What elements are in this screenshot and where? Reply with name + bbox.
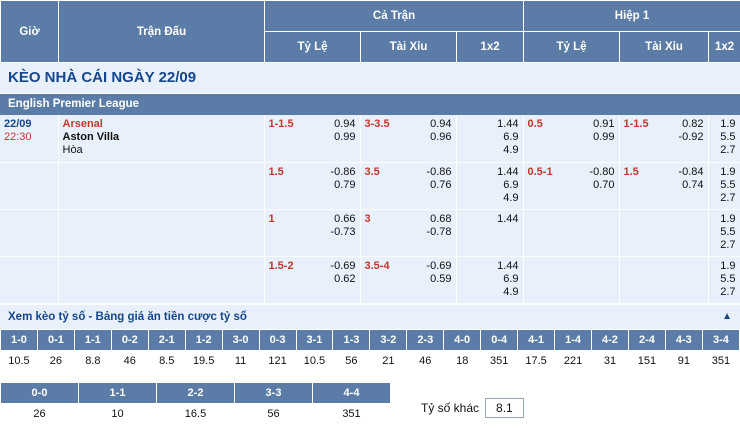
h1-overunder-cell[interactable] [619,209,708,256]
header-ft-handicap: Tỷ Lệ [265,32,361,63]
ft-1x2-home: 1.44 [497,165,519,178]
h1-handicap-line: 0.5-1 [527,165,553,178]
match-teams-cell-empty [58,256,264,303]
ft-1x2-away: 4.9 [503,144,519,156]
score-odds[interactable]: 11 [222,350,259,371]
h1-handicap-away-odds: 0.99 [593,131,615,143]
match-time-cell [0,115,58,162]
table-row[interactable] [0,162,740,209]
ft-ou-line: 3-3.5 [364,118,390,130]
odds-header-table [0,0,740,63]
score-label[interactable]: 3-0 [222,329,259,350]
header-ft-1x2: 1x2 [457,32,524,63]
score-label[interactable]: 4-4 [313,382,391,403]
score-odds[interactable]: 351 [702,350,739,371]
score-odds[interactable]: 10 [79,403,157,424]
ft-ou-over-odds: -0.86 [426,165,452,178]
score-label[interactable]: 0-3 [259,329,296,350]
score-odds[interactable]: 121 [259,350,296,371]
score-label[interactable]: 4-2 [592,329,629,350]
score-label[interactable]: 1-1 [79,382,157,403]
score-label[interactable]: 4-0 [444,329,481,350]
ft-1x2-home: 1.44 [497,259,519,272]
ft-overunder-cell[interactable] [360,115,456,162]
h1-1x2-away: 2.7 [720,238,736,251]
score-odds[interactable]: 19.5 [185,350,222,371]
score-odds[interactable]: 56 [333,350,370,371]
league-name: English Premier League [0,94,740,115]
header-h1-handicap: Tỷ Lệ [524,32,620,63]
ft-1x2-cell[interactable] [456,209,523,256]
ft-ou-under-odds: -0.78 [426,225,452,238]
ft-handicap-line: 1.5 [268,165,284,178]
h1-1x2-home: 1.9 [720,165,736,178]
h1-1x2-cell[interactable] [708,256,740,303]
score-label[interactable]: 3-4 [702,329,739,350]
ft-1x2-draw: 6.9 [503,272,519,285]
other-score-label: Tỷ số khác [421,400,480,415]
h1-1x2-draw: 5.5 [720,178,736,191]
match-teams-cell [58,115,264,162]
header-ft-overunder: Tài Xỉu [361,32,457,63]
score-odds[interactable]: 16.5 [157,403,235,424]
ft-ou-over-odds: 0.94 [430,118,452,130]
h1-1x2-cell[interactable] [708,209,740,256]
h1-1x2-draw: 5.5 [720,272,736,285]
score-odds[interactable]: 46 [111,350,148,371]
header-h1-1x2: 1x2 [709,32,740,63]
other-score-value[interactable]: 8.1 [485,398,524,418]
ft-ou-under-odds: 0.96 [430,131,452,143]
ft-handicap-away-odds: 0.99 [334,131,356,143]
score-label[interactable]: 0-1 [37,329,74,350]
ft-1x2-home: 1.44 [497,118,519,130]
h1-handicap-cell[interactable] [523,162,619,209]
h1-overunder-cell[interactable] [619,162,708,209]
h1-handicap-line: 0.5 [527,118,543,130]
ft-ou-line: 3.5 [364,165,380,178]
triangle-up-icon[interactable]: ▲ [722,311,732,322]
table-row [1,329,740,350]
score-label[interactable]: 3-2 [370,329,407,350]
match-time-cell-empty [0,256,58,303]
team-away[interactable]: Aston Villa [62,131,120,143]
ft-handicap-cell[interactable] [264,209,360,256]
ft-handicap-cell[interactable] [264,256,360,303]
other-score-group [421,398,524,418]
team-draw: Hòa [62,144,83,156]
score-label[interactable]: 4-3 [665,329,702,350]
ft-1x2-home: 1.44 [497,212,519,225]
correct-score-title: Xem kèo tỷ số - Bảng giá ăn tiền cược tỷ số [8,310,247,323]
header-h1-overunder: Tài Xỉu [620,32,709,63]
h1-ou-line: 1.5 [623,165,639,178]
ft-overunder-cell[interactable] [360,162,456,209]
team-home[interactable]: Arsenal [62,118,103,130]
h1-1x2-home: 1.9 [720,259,736,272]
h1-1x2-away: 2.7 [720,191,736,204]
score-label[interactable]: 4-1 [518,329,555,350]
header-match: Trận Đấu [59,1,265,63]
h1-handicap-cell[interactable] [523,209,619,256]
score-label[interactable]: 2-3 [407,329,444,350]
h1-1x2-away: 2.7 [720,285,736,298]
score-label[interactable]: 0-4 [481,329,518,350]
ft-handicap-away-odds: -0.73 [330,225,356,238]
h1-handicap-home-odds: 0.91 [593,118,615,130]
ft-handicap-cell[interactable] [264,162,360,209]
score-odds[interactable]: 351 [313,403,391,424]
score-odds[interactable]: 21 [370,350,407,371]
ft-overunder-cell[interactable] [360,256,456,303]
score-odds[interactable]: 351 [481,350,518,371]
score-odds[interactable]: 91 [665,350,702,371]
h1-handicap-away-odds: 0.70 [593,178,615,191]
ft-handicap-away-odds: 0.62 [334,272,356,285]
h1-1x2-cell[interactable] [708,162,740,209]
score-label[interactable]: 1-1 [74,329,111,350]
h1-ou-over-odds: -0.84 [678,165,704,178]
ft-handicap-line: 1-1.5 [268,118,294,130]
score-odds[interactable]: 10.5 [1,350,38,371]
ft-1x2-cell[interactable] [456,256,523,303]
h1-overunder-cell[interactable] [619,256,708,303]
score-label[interactable]: 1-2 [185,329,222,350]
score-odds[interactable]: 56 [235,403,313,424]
ft-ou-over-odds: 0.68 [430,212,452,225]
correct-score-footer [0,382,740,425]
ft-1x2-draw: 6.9 [503,131,519,143]
h1-handicap-cell[interactable] [523,256,619,303]
score-label[interactable]: 2-1 [148,329,185,350]
score-odds[interactable]: 26 [1,403,79,424]
table-row[interactable] [0,115,740,162]
h1-1x2-home: 1.9 [720,212,736,225]
score-odds[interactable]: 10.5 [296,350,333,371]
table-row [1,382,391,403]
ft-overunder-cell[interactable] [360,209,456,256]
h1-ou-under-odds: 0.74 [682,178,704,191]
correct-score-header[interactable] [0,304,740,329]
h1-1x2-cell[interactable] [708,115,740,162]
table-row[interactable] [0,209,740,256]
score-label[interactable]: 3-3 [235,382,313,403]
ft-ou-line: 3 [364,212,371,225]
table-row[interactable] [0,256,740,303]
ft-handicap-home-odds: -0.69 [330,259,356,272]
page-title: KÈO NHÀ CÁI NGÀY 22/09 [0,63,740,94]
ft-ou-under-odds: 0.59 [430,272,452,285]
h1-1x2-draw: 5.5 [720,131,736,143]
table-row [1,403,391,424]
match-kickoff: 22:30 [4,131,32,143]
header-group-firsthalf: Hiệp 1 [524,1,740,32]
score-label[interactable]: 1-3 [333,329,370,350]
ft-handicap-line: 1.5-2 [268,259,294,272]
ft-ou-over-odds: -0.69 [426,259,452,272]
ft-1x2-cell[interactable] [456,162,523,209]
match-time-cell-empty [0,162,58,209]
h1-1x2-draw: 5.5 [720,225,736,238]
score-odds[interactable]: 151 [628,350,665,371]
ft-handicap-home-odds: 0.94 [334,118,356,130]
score-label[interactable]: 2-2 [157,382,235,403]
score-odds[interactable]: 18 [444,350,481,371]
ft-ou-under-odds: 0.76 [430,178,452,191]
score-label[interactable]: 0-0 [1,382,79,403]
score-odds[interactable]: 221 [555,350,592,371]
score-label[interactable]: 0-2 [111,329,148,350]
score-label[interactable]: 3-1 [296,329,333,350]
h1-handicap-cell[interactable] [523,115,619,162]
header-time: Giờ [1,1,59,63]
h1-ou-over-odds: 0.82 [682,118,704,130]
ft-1x2-away: 4.9 [503,191,519,204]
correct-score-table-2 [0,382,391,425]
h1-overunder-cell[interactable] [619,115,708,162]
divider [0,372,740,382]
table-row [1,350,740,371]
match-date: 22/09 [4,118,32,130]
score-label[interactable]: 1-0 [1,329,38,350]
ft-ou-line: 3.5-4 [364,259,390,272]
h1-ou-line: 1-1.5 [623,118,649,130]
score-odds[interactable]: 46 [407,350,444,371]
ft-handicap-line: 1 [268,212,275,225]
ft-handicap-home-odds: -0.86 [330,165,356,178]
h1-ou-under-odds: -0.92 [678,131,704,143]
score-odds[interactable]: 8.8 [74,350,111,371]
ft-handicap-away-odds: 0.79 [334,178,356,191]
h1-handicap-home-odds: -0.80 [589,165,615,178]
ft-1x2-cell[interactable] [456,115,523,162]
score-label[interactable]: 2-4 [628,329,665,350]
h1-1x2-home: 1.9 [720,118,736,130]
odds-table [0,115,740,304]
ft-handicap-home-odds: 0.66 [334,212,356,225]
score-odds[interactable]: 17.5 [518,350,555,371]
h1-1x2-away: 2.7 [720,144,736,156]
match-time-cell-empty [0,209,58,256]
ft-1x2-away: 4.9 [503,285,519,298]
match-teams-cell-empty [58,162,264,209]
score-odds[interactable]: 31 [592,350,629,371]
ft-1x2-draw: 6.9 [503,178,519,191]
match-teams-cell-empty [58,209,264,256]
header-group-fulltime: Cả Trận [265,1,524,32]
score-odds[interactable]: 26 [37,350,74,371]
score-label[interactable]: 1-4 [555,329,592,350]
score-odds[interactable]: 8.5 [148,350,185,371]
ft-handicap-cell[interactable] [264,115,360,162]
correct-score-table-1 [0,329,740,372]
